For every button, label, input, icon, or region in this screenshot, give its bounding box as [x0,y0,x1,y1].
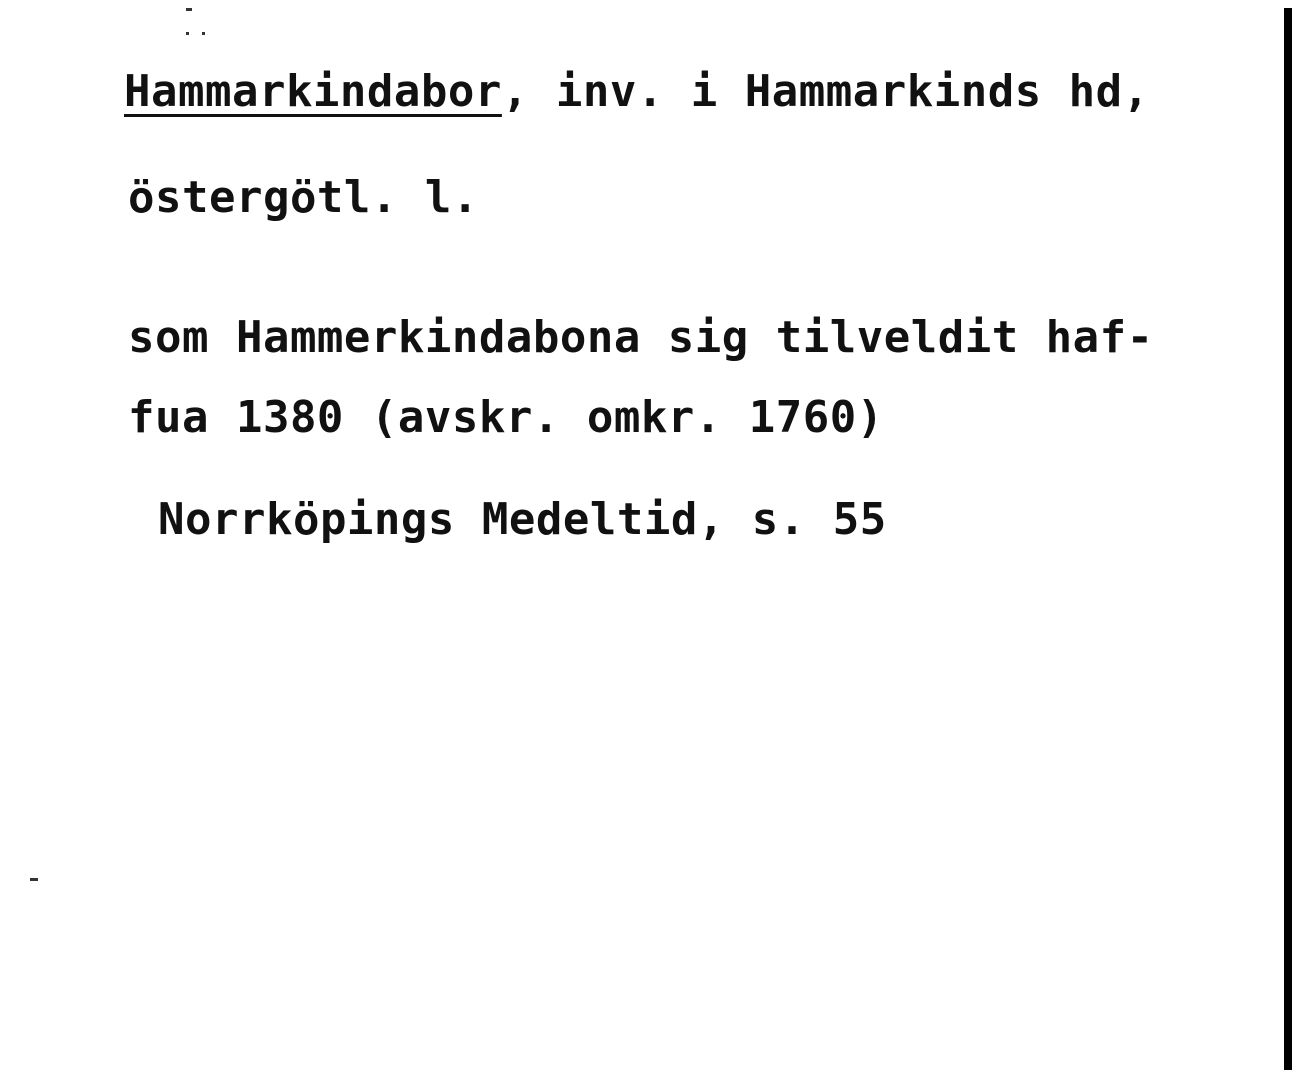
entry-line-2: östergötl. l. [128,172,479,223]
speck [202,32,205,35]
quote-line-2: fua 1380 (avskr. omkr. 1760) [128,392,884,443]
speck [186,32,189,35]
speck [30,878,38,881]
entry-line-1 [124,66,1150,117]
speck [186,8,192,11]
card-edge [1284,8,1292,1070]
source-reference: Norrköpings Medeltid, s. 55 [158,494,887,545]
headword-description: , inv. i Hammarkinds hd, [501,66,1150,117]
quote-line-1: som Hammerkindabona sig tilveldit haf- [128,312,1154,363]
headword: Hammarkindabor [124,66,502,117]
